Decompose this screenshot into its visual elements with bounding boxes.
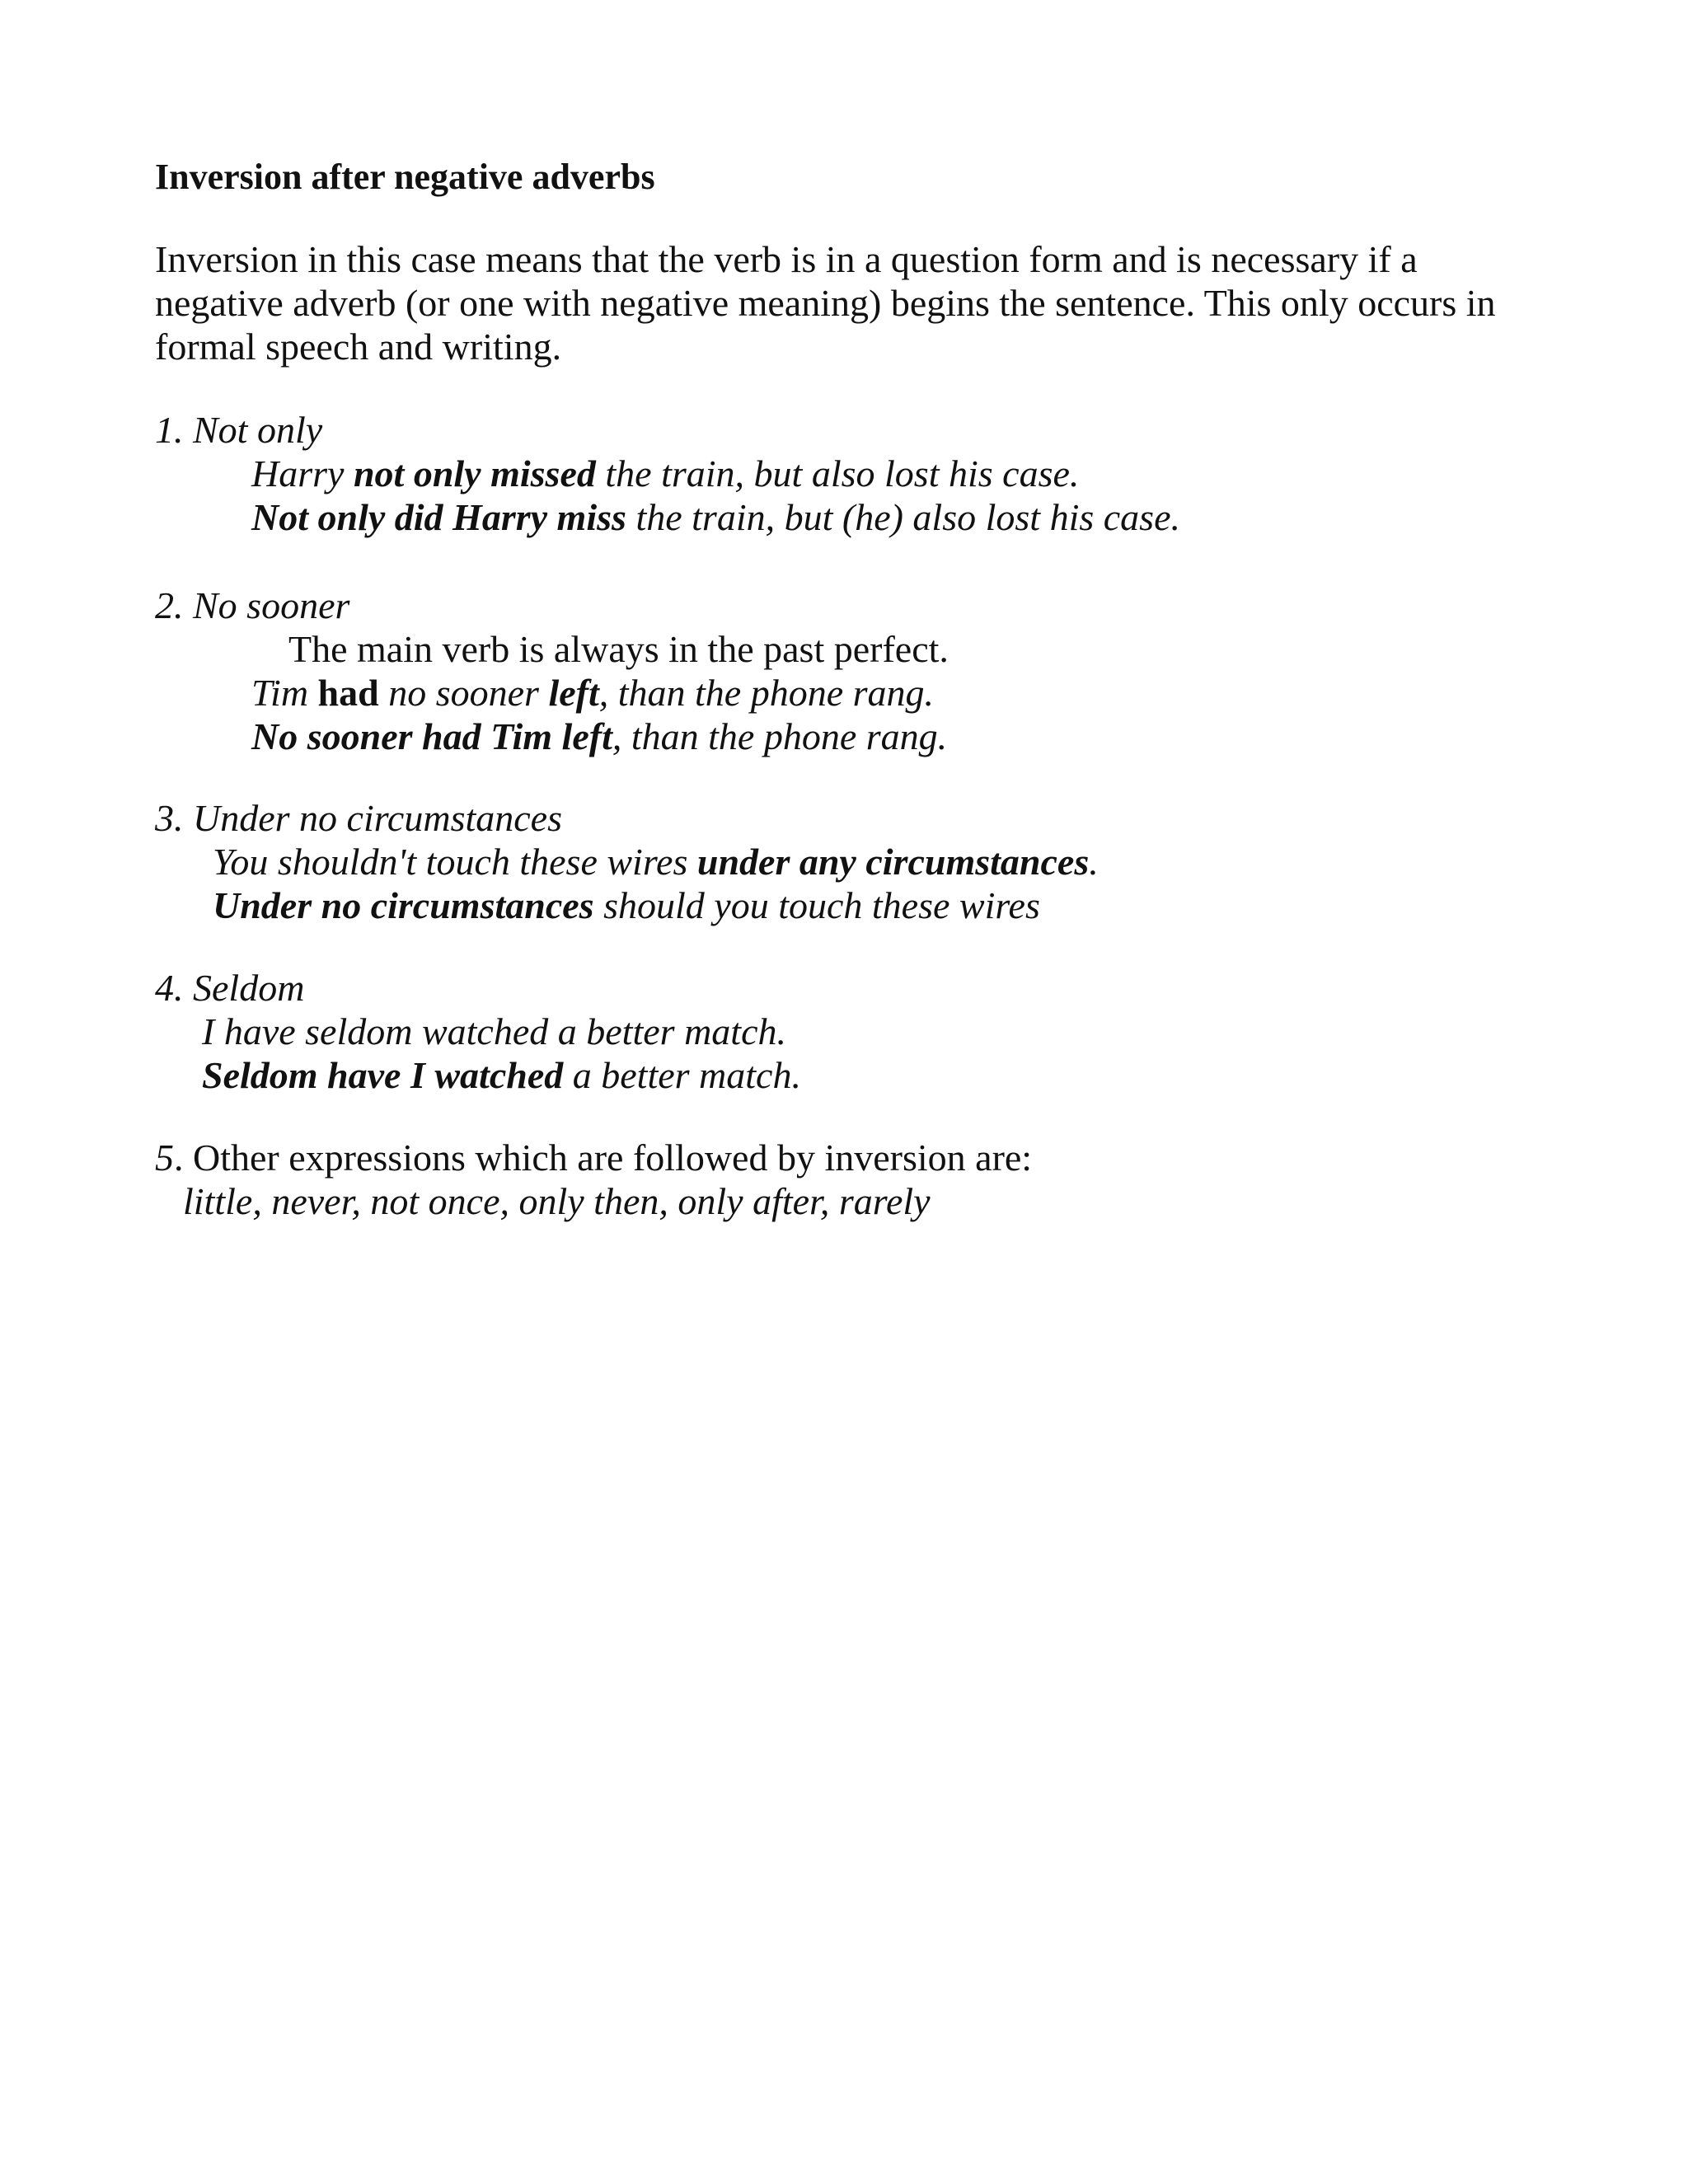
section-4-example-2 [202, 1053, 801, 1098]
text-run: You shouldn't touch these wires [213, 841, 697, 883]
text-run: should you touch these wires [593, 884, 1040, 926]
intro-line-3: formal speech and writing. [155, 326, 562, 368]
text-run: the train, but also lost his case. [595, 452, 1080, 494]
emphasis-run: not only missed [353, 452, 596, 494]
emphasis-run: Seldom have I watched [202, 1054, 564, 1096]
emphasis-run: left [548, 672, 599, 714]
section-5-expression-list: little, never, not once, only then, only after, rarely [183, 1180, 931, 1222]
section-4-heading: 4. Seldom [155, 967, 305, 1009]
section-1-heading: 1. Not only [155, 409, 323, 451]
section-2-example-2 [251, 715, 947, 759]
section-2-heading: 2. No sooner [155, 584, 350, 626]
emphasis-run: under any circumstances [696, 841, 1090, 883]
emphasis-run: No sooner had Tim left [251, 715, 612, 757]
text-run: Tim [251, 672, 318, 714]
text-run: Harry [251, 452, 354, 494]
emphasis-run: Not only did Harry miss [251, 496, 626, 538]
text-run: the train, but (he) also lost his case. [626, 496, 1180, 538]
emphasis-run: Under no circumstances [213, 884, 594, 926]
text-run: , than the phone rang. [598, 672, 935, 714]
text-run: no sooner [378, 672, 549, 714]
text-run: , than the phone rang. [612, 715, 948, 757]
text-run: a better match. [563, 1054, 801, 1096]
section-5-heading [155, 1136, 1032, 1180]
document-title: Inversion after negative adverbs [155, 157, 655, 197]
emphasis-run: had [317, 672, 379, 714]
section-1-example-2 [251, 495, 1180, 540]
section-3-example-1 [213, 840, 1099, 884]
text-run: . [1089, 841, 1099, 883]
section-2-example-1 [251, 671, 934, 715]
section-3-heading: 3. Under no circumstances [155, 797, 562, 839]
intro-line-1: Inversion in this case means that the verb is in a question form and is necessary if a [155, 238, 1418, 280]
section-1-example-1 [251, 452, 1079, 496]
section-3-example-2 [213, 883, 1040, 928]
section-5-number: 5 [155, 1137, 174, 1179]
section-2-note: The main verb is always in the past perfect. [288, 628, 949, 670]
intro-line-2: negative adverb (or one with negative meaning) begins the sentence. This only occurs in [155, 282, 1496, 324]
section-5-text: . Other expressions which are followed by inversion are: [174, 1137, 1033, 1179]
section-4-example-1: I have seldom watched a better match. [202, 1010, 786, 1052]
